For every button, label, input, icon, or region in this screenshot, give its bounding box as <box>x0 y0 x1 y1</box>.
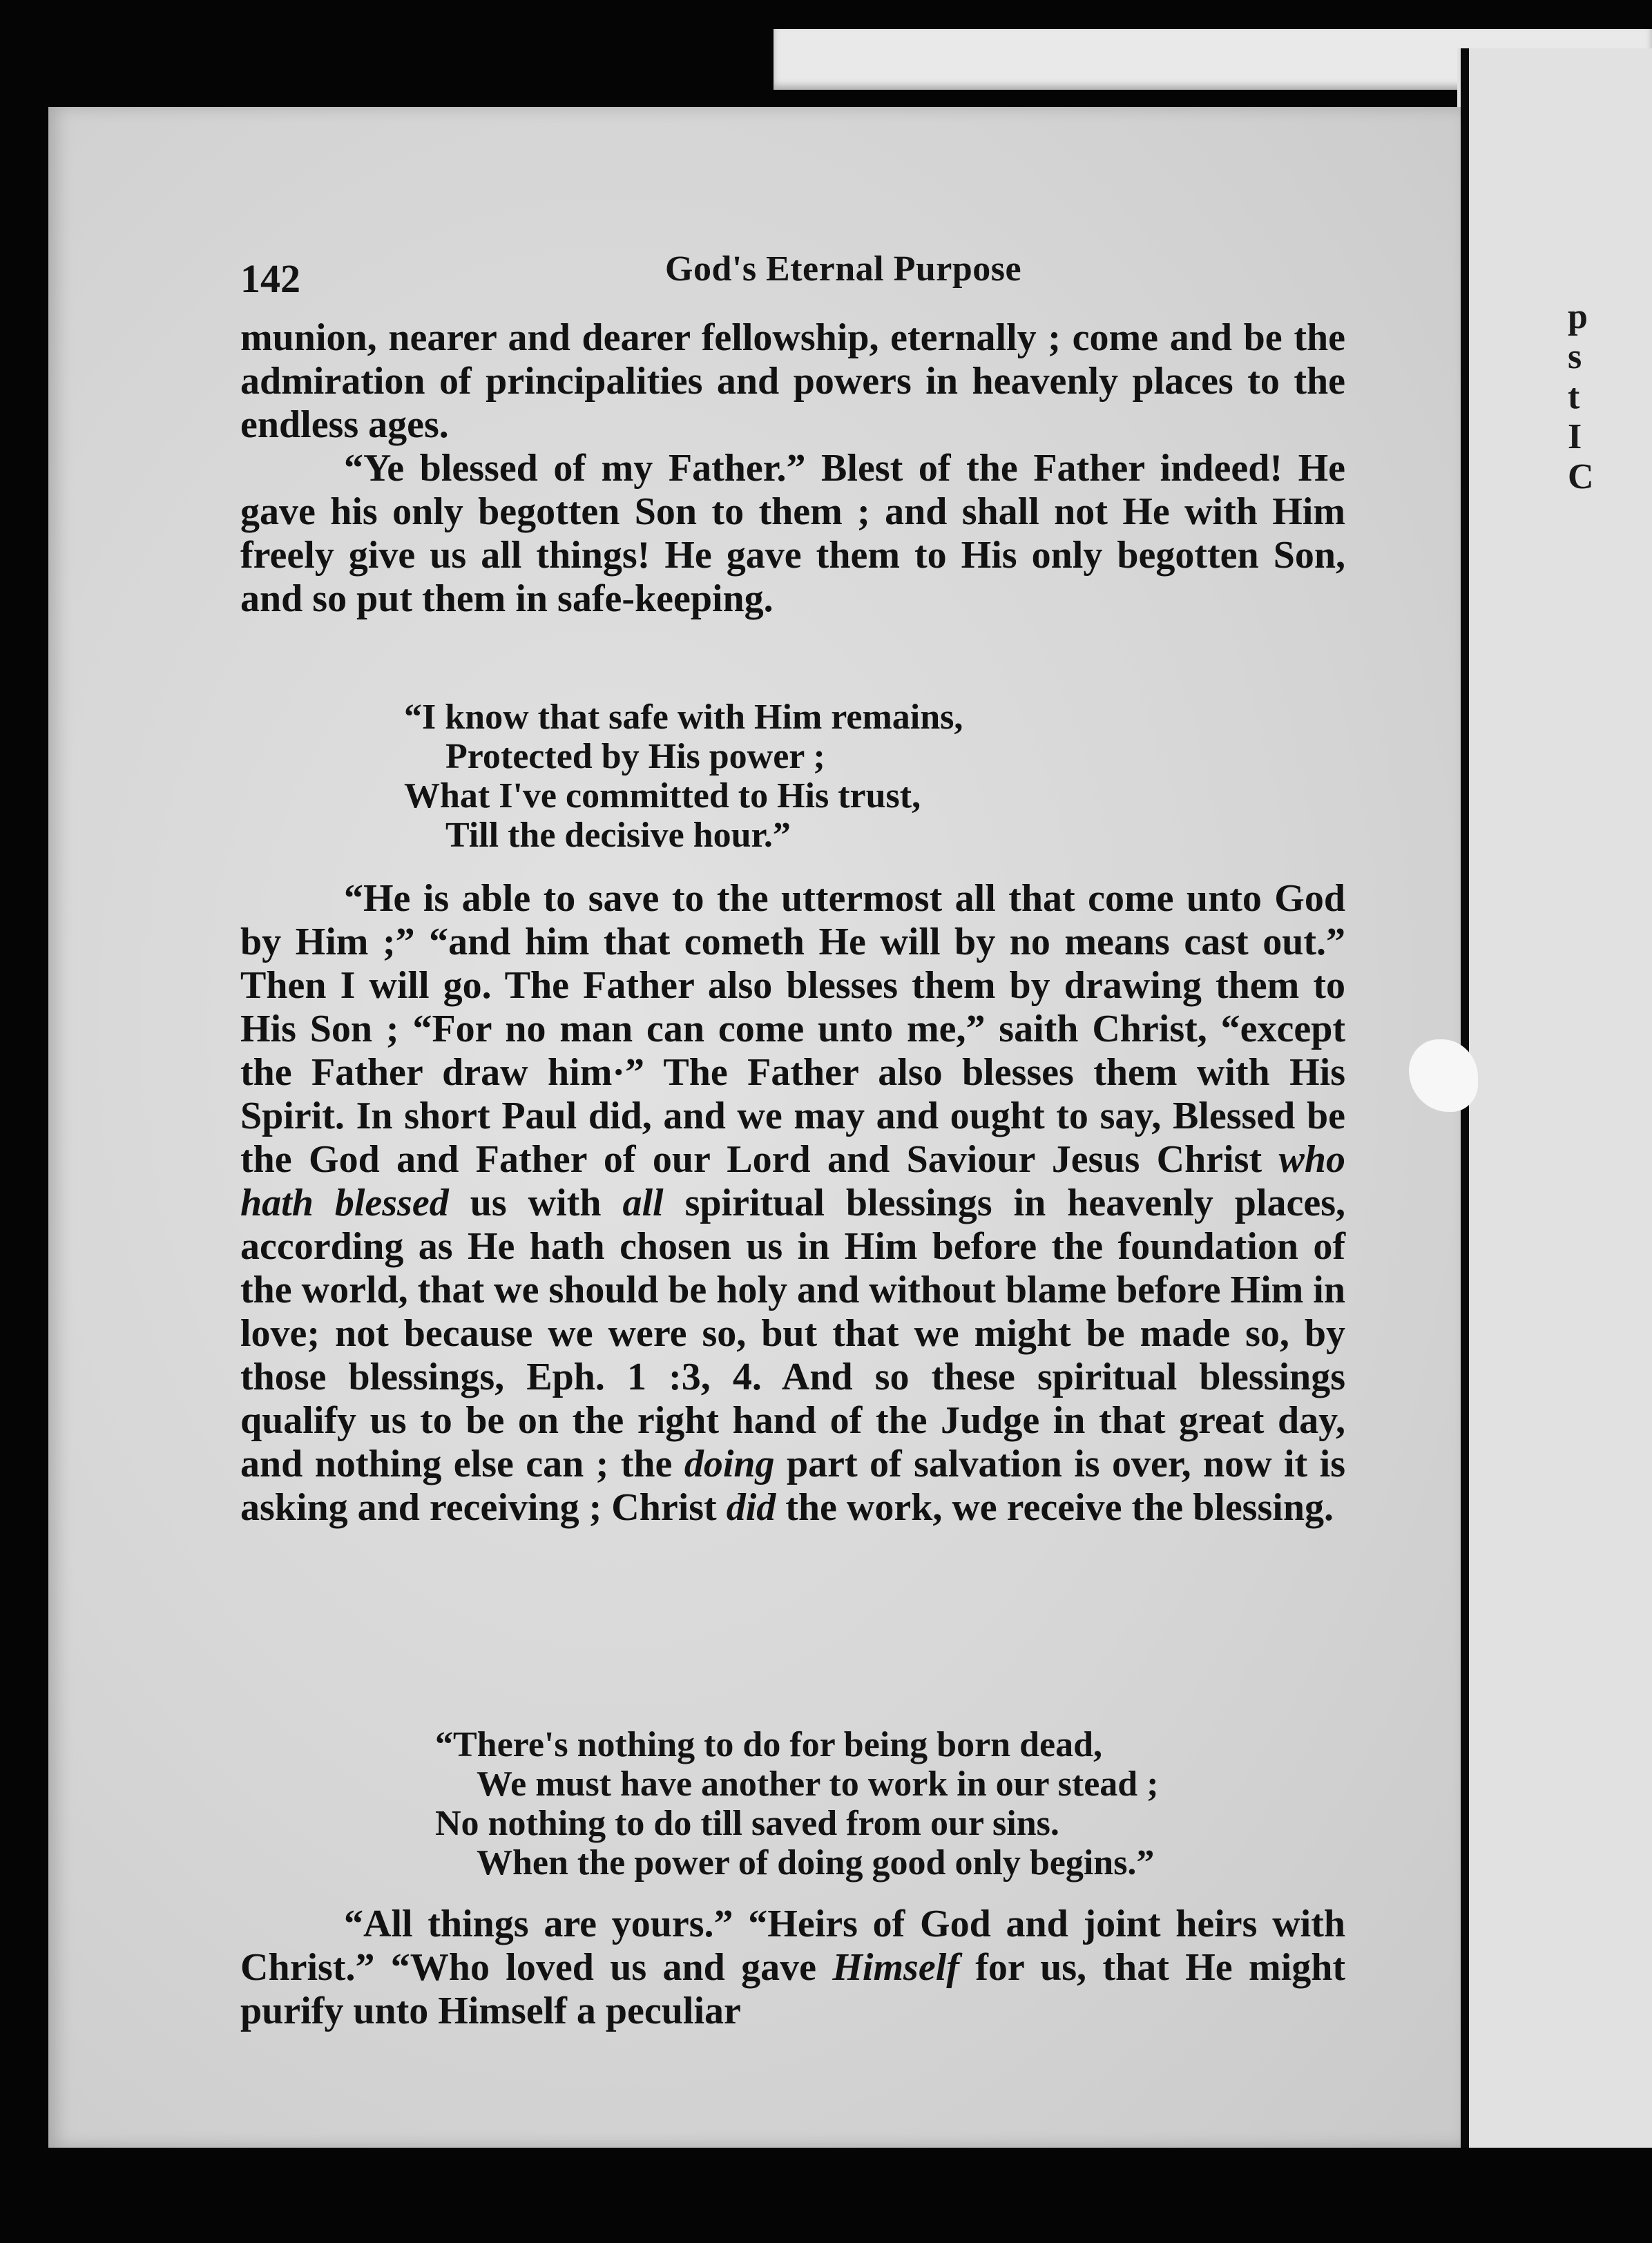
text-run: us with <box>448 1182 623 1224</box>
text-run: “He is able to save to the uttermost all that come unto God by Him ;” “and him that cometh He will by no means cast out.” Then I will go. The Father also blesses them by drawing them to His Son ; “For no man can come unto me,” saith Christ, “except the Father draw him·” The Father also blesses them with His Spirit. In short Paul did, and we may and ought to say, Blessed be the God and Father of our Lord and Saviour Jesus Christ <box>240 877 1345 1181</box>
poem-line: “I know that safe with Him remains, <box>404 697 963 737</box>
facing-page-letter: p <box>1568 297 1588 336</box>
italic-run: doing <box>684 1443 775 1485</box>
paragraph-3 <box>240 877 1345 1530</box>
paragraph-3-text <box>240 877 1345 1530</box>
facing-page-letter: C <box>1568 457 1594 497</box>
italic-run: Himself <box>832 1946 959 1989</box>
text-run: spiritual blessings in heavenly places, according as He hath chosen us in Him before the foundation of the world, that we should be holy and without blame before Him in love; not because we were so, but that we might be made so, by those blessings, Eph. 1 :3, 4. And so these spiritual blessings qualify us to be on the right hand of the Judge in that great day, and nothing else can ; the <box>240 1182 1346 1485</box>
facing-page-letter: I <box>1568 417 1582 456</box>
facing-page-text <box>1568 297 1595 497</box>
facing-page <box>1457 48 1652 2148</box>
page-header <box>240 249 1345 304</box>
text-run: for us, that He might purify unto Himself a peculiar <box>240 1946 1345 2032</box>
poem-line: Protected by His power ; <box>445 737 825 776</box>
paragraph-1-text: munion, nearer and dearer fellowship, eternally ; come and be the admiration of principalities and powers in heavenly places to the endless ages. <box>240 316 1345 446</box>
paragraph-1 <box>240 316 1345 447</box>
text-run: the work, we receive the blessing. <box>776 1486 1334 1529</box>
poem-2 <box>435 1725 1159 1883</box>
poem-line: No nothing to do till saved from our sins. <box>435 1804 1059 1843</box>
facing-page-letter: s <box>1568 337 1582 376</box>
page-number: 142 <box>240 256 300 301</box>
italic-run: did <box>726 1486 776 1529</box>
paragraph-4 <box>240 1903 1345 2033</box>
poem-line: Till the decisive hour.” <box>445 816 791 855</box>
running-title: God's Eternal Purpose <box>665 249 1022 289</box>
paragraph-2 <box>240 447 1345 621</box>
facing-page-letter: t <box>1568 377 1580 416</box>
text-run: “All things are yours.” “Heirs of God and joint heirs with Christ.” “Who loved us and gave <box>240 1903 1345 1989</box>
text-run: part of salvation is over, now it is asking and receiving ; Christ <box>240 1443 1345 1529</box>
poem-line: “There's nothing to do for being born dead, <box>435 1725 1103 1764</box>
poem-line: We must have another to work in our stead ; <box>477 1764 1159 1804</box>
italic-run: who hath blessed <box>240 1138 1345 1224</box>
poem-line: What I've committed to His trust, <box>404 776 921 816</box>
paragraph-2-text: “Ye blessed of my Father.” Blest of the Father indeed! He gave his only begotten Son to them ; and shall not He with Him freely give us all things! He gave them to His only begotten Son, and so put them in safe-keeping. <box>240 447 1345 620</box>
poem-1 <box>404 697 963 855</box>
italic-run: all <box>622 1182 664 1224</box>
paragraph-4-text <box>240 1903 1345 2033</box>
poem-line: When the power of doing good only begins.” <box>477 1843 1155 1883</box>
